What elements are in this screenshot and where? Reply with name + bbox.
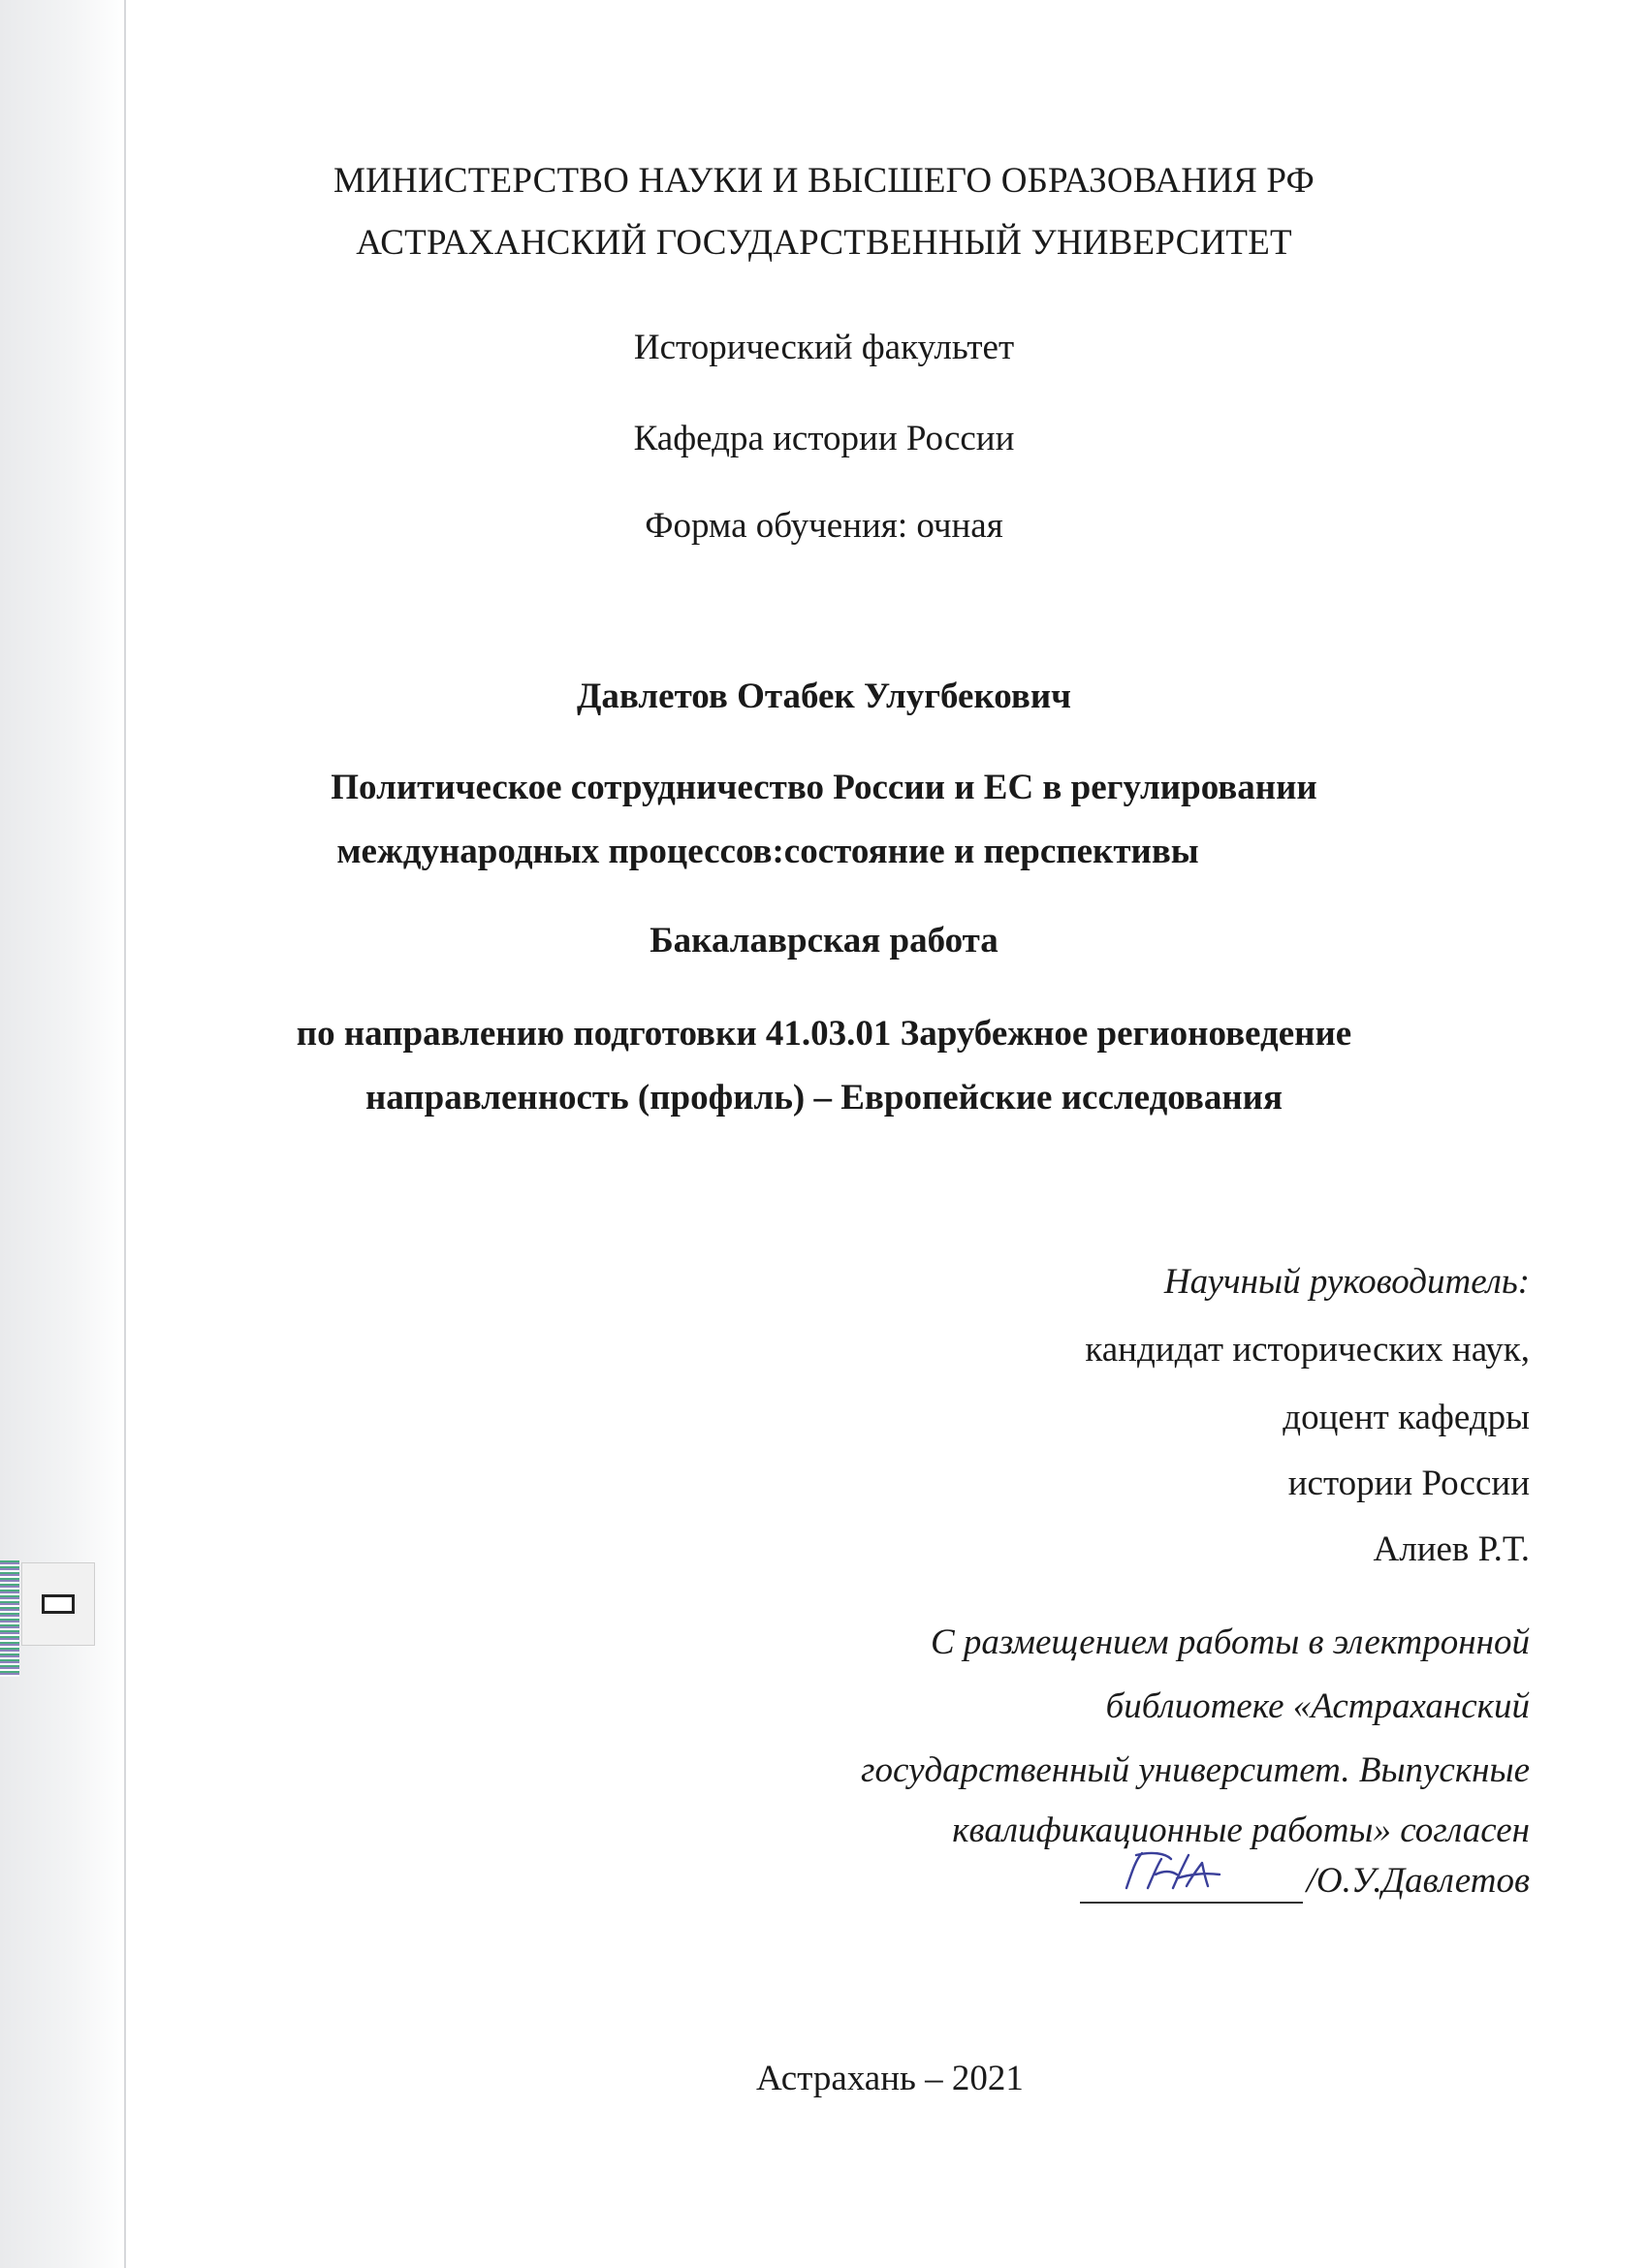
- signature-line: [1080, 1863, 1303, 1904]
- faculty-name: Исторический факультет: [633, 328, 1015, 367]
- consent-line-4: квалификационные работы» согласен: [952, 1811, 1530, 1850]
- city-year: Астрахань – 2021: [756, 2059, 1024, 2098]
- direction-line-2: направленность (профиль) – Европейские исследования: [364, 1078, 1284, 1118]
- university-name: АСТРАХАНСКИЙ ГОСУДАРСТВЕННЫЙ УНИВЕРСИТЕТ: [356, 223, 1292, 263]
- scan-marker: [21, 1562, 95, 1646]
- author-name: Давлетов Отабек Улугбекович: [576, 677, 1072, 716]
- signature-row: [1080, 1859, 1530, 1904]
- supervisor-name: Алиев Р.Т.: [1373, 1529, 1530, 1569]
- consent-line-3: государственный университет. Выпускные: [861, 1750, 1530, 1790]
- supervisor-degree: кандидат исторических наук,: [1085, 1330, 1530, 1370]
- supervisor-label: Научный руководитель:: [1163, 1262, 1530, 1302]
- work-title-line-1: Политическое сотрудничество России и ЕС в регулировании: [331, 768, 1317, 807]
- ministry-name: МИНИСТЕРСТВО НАУКИ И ВЫСШЕГО ОБРАЗОВАНИЯ РФ: [333, 161, 1315, 201]
- scan-stripes: [0, 1560, 19, 1677]
- consent-line-1: С размещением работы в электронной: [930, 1622, 1530, 1662]
- signatory-name: /О.У.Давлетов: [1306, 1861, 1530, 1901]
- work-type: Бакалаврская работа: [650, 921, 998, 961]
- supervisor-position-2: истории России: [1287, 1464, 1530, 1503]
- direction-line-1: по направлению подготовки 41.03.01 Зарубежное регионоведение: [296, 1014, 1352, 1054]
- scan-marker-icon: [42, 1594, 75, 1614]
- study-form: Форма обучения: очная: [645, 506, 1003, 546]
- work-title-line-2: международных процессов:состояние и перспективы: [336, 832, 1199, 871]
- department-name: Кафедра истории России: [633, 419, 1015, 458]
- consent-line-2: библиотеке «Астраханский: [1105, 1686, 1530, 1726]
- handwritten-signature-icon: [1119, 1845, 1235, 1904]
- supervisor-position-1: доцент кафедры: [1283, 1398, 1530, 1437]
